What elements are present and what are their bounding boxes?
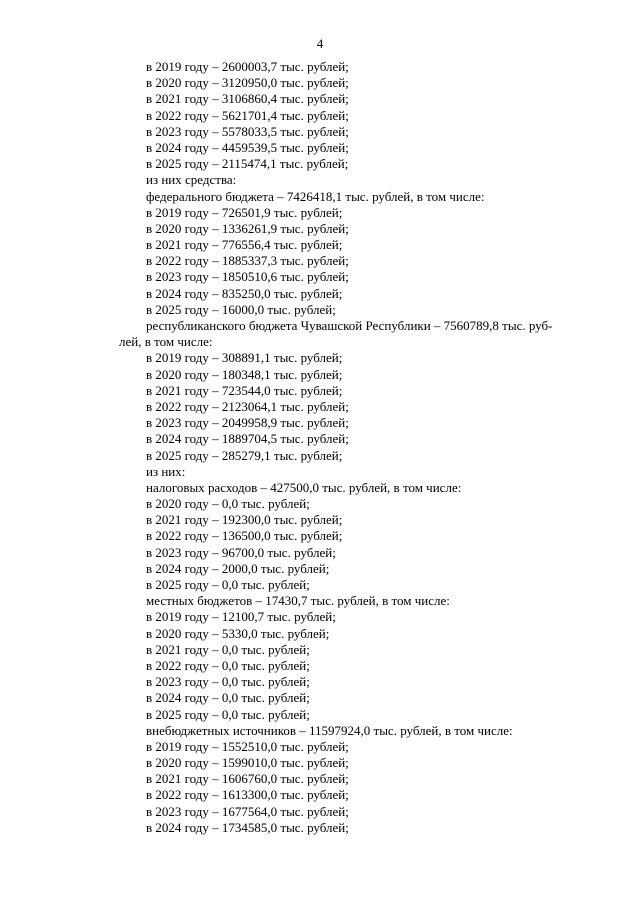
text-line: в 2025 году – 0,0 тыс. рублей; [146, 577, 310, 592]
text-line: в 2024 году – 1889704,5 тыс. рублей; [146, 431, 349, 447]
text-line: в 2022 году – 2123064,1 тыс. рублей; [146, 398, 349, 414]
text-line: в 2023 году – 1850510,6 тыс. рублей; [146, 269, 349, 285]
text-line: в 2019 году – 726501,9 тыс. рублей; [146, 204, 343, 220]
text-line: в 2022 году – 0,0 тыс. рублей; [146, 657, 310, 673]
text-line: в 2019 году – 1552510,0 тыс. рублей; [146, 738, 349, 754]
text-line: в 2020 году – 1336261,9 тыс. рублей; [146, 220, 349, 236]
text-line: внебюджетных источников – 11597924,0 тыс. рублей, в том числе: [146, 722, 513, 738]
text-line: в 2019 году – 308891,1 тыс. рублей; [146, 350, 343, 366]
text-line: в 2020 году – 0,0 тыс. рублей; [146, 496, 310, 512]
text-line: в 2019 году – 12100,7 тыс. рублей; [146, 609, 336, 625]
text-line: налоговых расходов – 427500,0 тыс. рублей, в том числе: [146, 479, 462, 495]
text-line: в 2020 году – 5330,0 тыс. рублей; [146, 625, 330, 641]
text-line: в 2025 году – 16000,0 тыс. рублей; [146, 301, 336, 317]
text-line: из них: [146, 463, 186, 479]
page-number: 4 [316, 36, 324, 51]
text-line: в 2021 году – 3106860,4 тыс. рублей; [146, 91, 349, 107]
text-line: в 2024 году – 4459539,5 тыс. рублей; [146, 139, 349, 155]
text-line: в 2023 году – 0,0 тыс. рублей; [146, 674, 310, 690]
document-body [119, 59, 573, 836]
text-line: в 2019 году – 2600003,7 тыс. рублей; [146, 59, 349, 74]
text-line: в 2022 году – 136500,0 тыс. рублей; [146, 528, 343, 544]
text-line: в 2023 году – 5578033,5 тыс. рублей; [146, 123, 349, 139]
text-line: в 2025 году – 285279,1 тыс. рублей; [146, 447, 343, 463]
text-line: из них средства: [146, 172, 237, 188]
text-line: в 2024 году – 0,0 тыс. рублей; [146, 690, 310, 706]
text-line: в 2020 году – 3120950,0 тыс. рублей; [146, 75, 349, 91]
text-line: в 2023 году – 1677564,0 тыс. рублей; [146, 803, 349, 819]
text-line: в 2024 году – 1734585,0 тыс. рублей; [146, 819, 349, 835]
text-line: в 2021 году – 776556,4 тыс. рублей; [146, 237, 343, 253]
text-line: в 2020 году – 1599010,0 тыс. рублей; [146, 755, 349, 771]
text-line: в 2022 году – 1613300,0 тыс. рублей; [146, 787, 349, 803]
text-line: местных бюджетов – 17430,7 тыс. рублей, в том числе: [146, 593, 450, 609]
text-line: лей, в том числе: [119, 334, 213, 350]
text-line: в 2023 году – 96700,0 тыс. рублей; [146, 544, 336, 560]
text-line: в 2021 году – 723544,0 тыс. рублей; [146, 382, 343, 398]
text-line: в 2021 году – 1606760,0 тыс. рублей; [146, 771, 349, 787]
text-line: в 2025 году – 2115474,1 тыс. рублей; [146, 156, 349, 172]
text-line: в 2021 году – 0,0 тыс. рублей; [146, 641, 310, 657]
text-line: в 2024 году – 835250,0 тыс. рублей; [146, 285, 343, 301]
text-line: федерального бюджета – 7426418,1 тыс. рублей, в том числе: [146, 188, 485, 204]
text-line: в 2021 году – 192300,0 тыс. рублей; [146, 512, 343, 528]
text-line: в 2023 году – 2049958,9 тыс. рублей; [146, 415, 349, 431]
text-line: в 2020 году – 180348,1 тыс. рублей; [146, 366, 343, 382]
text-line: в 2025 году – 0,0 тыс. рублей; [146, 706, 310, 722]
text-line: в 2024 году – 2000,0 тыс. рублей; [146, 560, 330, 576]
text-line: республиканского бюджета Чувашской Республики – 7560789,8 тыс. руб- [146, 318, 553, 333]
text-line: в 2022 году – 5621701,4 тыс. рублей; [146, 107, 349, 123]
text-line: в 2022 году – 1885337,3 тыс. рублей; [146, 253, 349, 269]
